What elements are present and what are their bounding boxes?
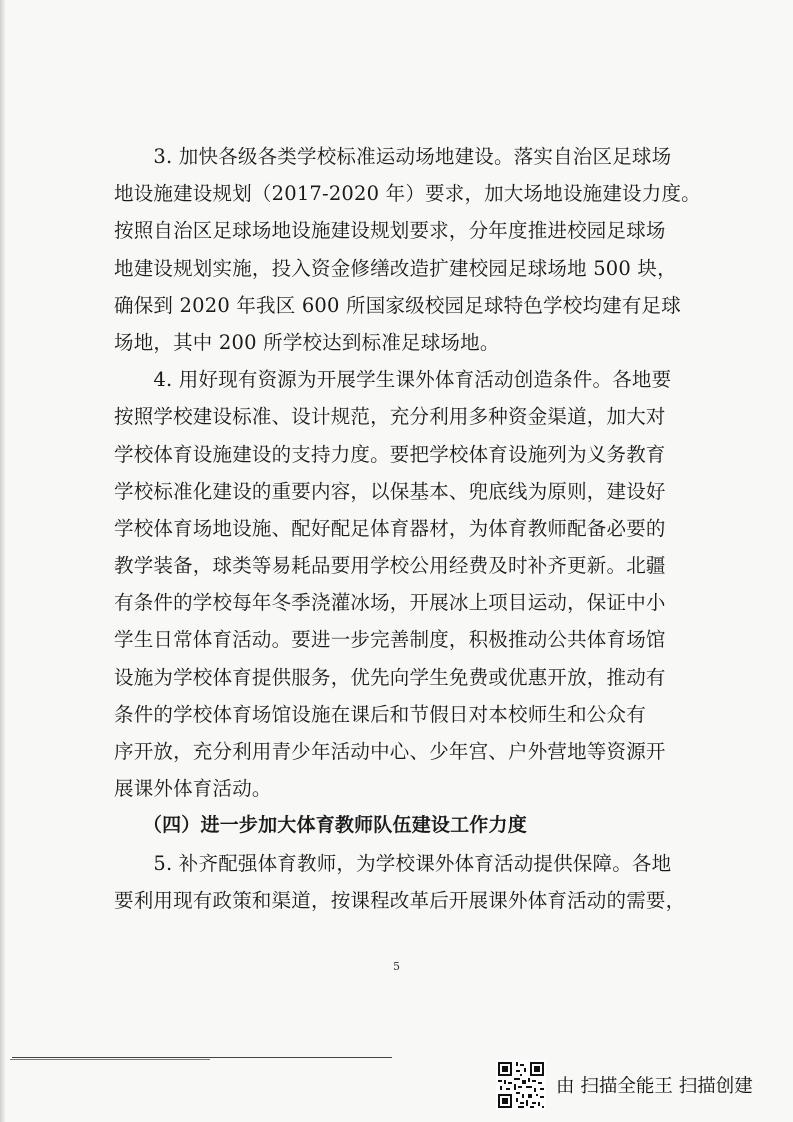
text-line: 条件的学校体育场馆设施在课后和节假日对本校师生和公众有 — [114, 702, 646, 726]
text-line: 学生日常体育活动。要进一步完善制度，积极推动公共体育场馆 — [114, 628, 666, 652]
text-line: 地设施建设规划（2017-2020 年）要求，加大场地设施建设力度。 — [114, 182, 701, 206]
text-line: 学校体育设施建设的支持力度。要把学校体育设施列为义务教育 — [114, 442, 666, 466]
text-line: 设施为学校体育提供服务，优先向学生免费或优惠开放，推动有 — [114, 665, 666, 689]
section-heading: （四）进一步加大体育教师队伍建设工作力度 — [114, 814, 527, 837]
text-line: 要利用现有政策和渠道，按课程改革后开展课外体育活动的需要， — [114, 888, 686, 912]
text-line: 5. 补齐配强体育教师，为学校课外体育活动提供保障。各地 — [114, 851, 672, 875]
text-line: 学校体育场地设施、配好配足体育器材，为体育教师配备必要的 — [114, 516, 666, 540]
scan-artifact-line — [10, 1059, 210, 1060]
watermark-text: 由 扫描全能王 扫描创建 — [556, 1076, 753, 1097]
text-line: 有条件的学校每年冬季浇灌冰场，开展冰上项目运动，保证中小 — [114, 591, 666, 615]
scanner-watermark — [496, 1059, 753, 1111]
text-line: 按照自治区足球场地设施建设规划要求，分年度推进校园足球场 — [114, 219, 666, 243]
text-line: 场地，其中 200 所学校达到标准足球场地。 — [114, 330, 500, 354]
qr-code-icon — [496, 1060, 546, 1110]
document-body — [114, 138, 701, 919]
text-line: 4. 用好现有资源为开展学生课外体育活动创造条件。各地要 — [114, 368, 672, 392]
text-line: 3. 加快各级各类学校标准运动场地建设。落实自治区足球场 — [114, 145, 672, 168]
text-line: 确保到 2020 年我区 600 所国家级校园足球特色学校均建有足球 — [114, 293, 681, 317]
text-line: 地建设规划实施，投入资金修缮改造扩建校园足球场地 500 块， — [114, 256, 677, 280]
scan-artifact-line — [12, 1057, 392, 1058]
text-line: 教学装备，球类等易耗品要用学校公用经费及时补齐更新。北疆 — [114, 554, 666, 578]
text-line: 序开放，充分利用青少年活动中心、少年宫、户外营地等资源开 — [114, 740, 666, 763]
scan-edge-shadow — [0, 0, 6, 1122]
text-line: 展课外体育活动。 — [114, 777, 272, 801]
page-number: 5 — [393, 960, 400, 973]
text-line: 学校标准化建设的重要内容，以保基本、兜底线为原则，建设好 — [114, 479, 666, 503]
text-line: 按照学校建设标准、设计规范，充分利用多种资金渠道，加大对 — [114, 405, 666, 429]
